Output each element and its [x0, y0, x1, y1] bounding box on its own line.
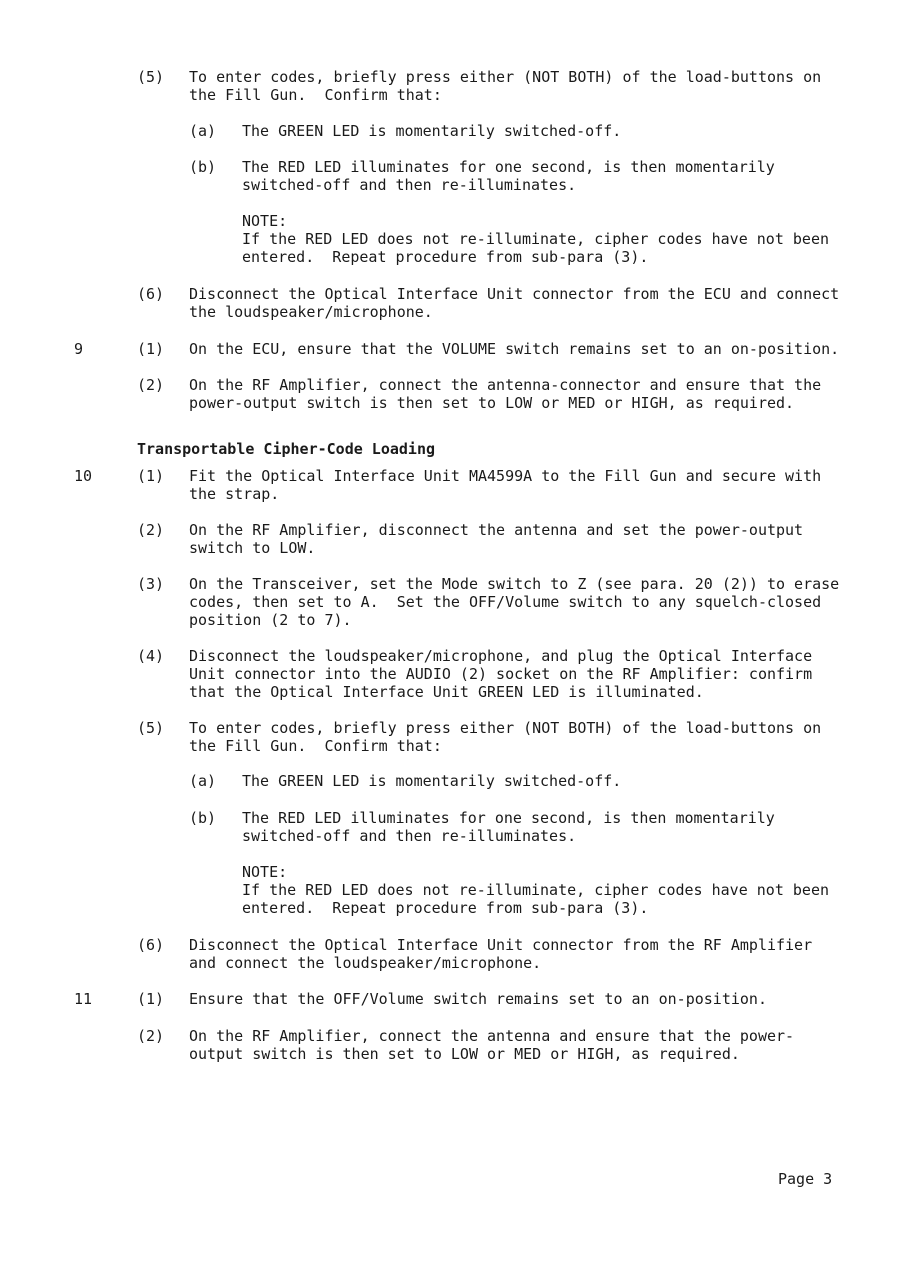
text-line: On the Transceiver, set the Mode switch to Z (see para. 20 (2)) to erase	[189, 575, 840, 593]
step-number: (1)	[137, 990, 165, 1008]
text-line: that the Optical Interface Unit GREEN LED is illuminated.	[189, 683, 704, 701]
text-line: switch to LOW.	[189, 539, 316, 557]
step-text	[189, 990, 832, 1008]
step-text	[189, 647, 832, 701]
text-line: power-output switch is then set to LOW or MED or HIGH, as required.	[189, 394, 795, 412]
text-line: entered. Repeat procedure from sub-para (3).	[242, 248, 649, 266]
text-line: Unit connector into the AUDIO (2) socket on the RF Amplifier: confirm	[189, 665, 813, 683]
text-line: On the RF Amplifier, disconnect the antenna and set the power-output	[189, 521, 804, 539]
step-number: (5)	[137, 68, 165, 86]
text-line: switched-off and then re-illuminates.	[242, 827, 577, 845]
step-text	[189, 936, 832, 972]
note-label: NOTE:	[242, 863, 288, 881]
step-text	[189, 376, 832, 412]
step-number: (6)	[137, 285, 165, 303]
section-heading: Transportable Cipher-Code Loading	[137, 440, 436, 458]
paragraph-number: 10	[74, 467, 93, 485]
text-line: To enter codes, briefly press either (NOT BOTH) of the load-buttons on	[189, 719, 822, 737]
substep-letter: (a)	[189, 772, 217, 790]
text-line: switched-off and then re-illuminates.	[242, 176, 577, 194]
note-text	[242, 863, 832, 917]
paragraph-number: 11	[74, 990, 93, 1008]
text-line: Disconnect the Optical Interface Unit connector from the ECU and connect	[189, 285, 840, 303]
step-text	[189, 521, 832, 557]
substep-text	[242, 772, 832, 790]
substep-text	[242, 158, 832, 194]
text-line: On the RF Amplifier, connect the antenna-connector and ensure that the	[189, 376, 822, 394]
step-number: (2)	[137, 376, 165, 394]
paragraph-number: 9	[74, 340, 84, 358]
text-line: Disconnect the loudspeaker/microphone, and plug the Optical Interface	[189, 647, 813, 665]
text-line: If the RED LED does not re-illuminate, cipher codes have not been	[242, 230, 829, 248]
substep-letter: (b)	[189, 809, 217, 827]
substep-text	[242, 809, 832, 845]
step-number: (1)	[137, 340, 165, 358]
step-number: (3)	[137, 575, 165, 593]
text-line: entered. Repeat procedure from sub-para (3).	[242, 899, 649, 917]
text-line: The GREEN LED is momentarily switched-off.	[242, 772, 622, 790]
text-line: On the ECU, ensure that the VOLUME switch remains set to an on-position.	[189, 340, 840, 358]
text-line: Ensure that the OFF/Volume switch remains set to an on-position.	[189, 990, 767, 1008]
note-text	[242, 212, 832, 266]
note-label: NOTE:	[242, 212, 288, 230]
text-line: the loudspeaker/microphone.	[189, 303, 433, 321]
substep-letter: (a)	[189, 122, 217, 140]
text-line: position (2 to 7).	[189, 611, 352, 629]
text-line: the Fill Gun. Confirm that:	[189, 737, 442, 755]
text-line: To enter codes, briefly press either (NOT BOTH) of the load-buttons on	[189, 68, 822, 86]
text-line: The RED LED illuminates for one second, is then momentarily	[242, 158, 775, 176]
text-line: On the RF Amplifier, connect the antenna and ensure that the power-	[189, 1027, 795, 1045]
text-line: The GREEN LED is momentarily switched-off.	[242, 122, 622, 140]
text-line: If the RED LED does not re-illuminate, cipher codes have not been	[242, 881, 829, 899]
text-line: the Fill Gun. Confirm that:	[189, 86, 442, 104]
text-line: output switch is then set to LOW or MED or HIGH, as required.	[189, 1045, 740, 1063]
text-line: the strap.	[189, 485, 280, 503]
step-text	[189, 340, 840, 358]
step-text	[189, 467, 832, 503]
step-number: (1)	[137, 467, 165, 485]
step-number: (2)	[137, 521, 165, 539]
text-line: Fit the Optical Interface Unit MA4599A to the Fill Gun and secure with	[189, 467, 822, 485]
text-line: and connect the loudspeaker/microphone.	[189, 954, 542, 972]
text-line: Disconnect the Optical Interface Unit connector from the RF Amplifier	[189, 936, 813, 954]
text-line: The RED LED illuminates for one second, is then momentarily	[242, 809, 775, 827]
step-text	[189, 68, 832, 104]
step-number: (5)	[137, 719, 165, 737]
substep-text	[242, 122, 832, 140]
page-number: Page 3	[778, 1170, 833, 1188]
step-number: (4)	[137, 647, 165, 665]
step-text	[189, 285, 840, 321]
step-text	[189, 719, 832, 755]
step-number: (6)	[137, 936, 165, 954]
substep-letter: (b)	[189, 158, 217, 176]
step-number: (2)	[137, 1027, 165, 1045]
step-text	[189, 1027, 832, 1063]
step-text	[189, 575, 840, 629]
text-line: codes, then set to A. Set the OFF/Volume switch to any squelch-closed	[189, 593, 822, 611]
